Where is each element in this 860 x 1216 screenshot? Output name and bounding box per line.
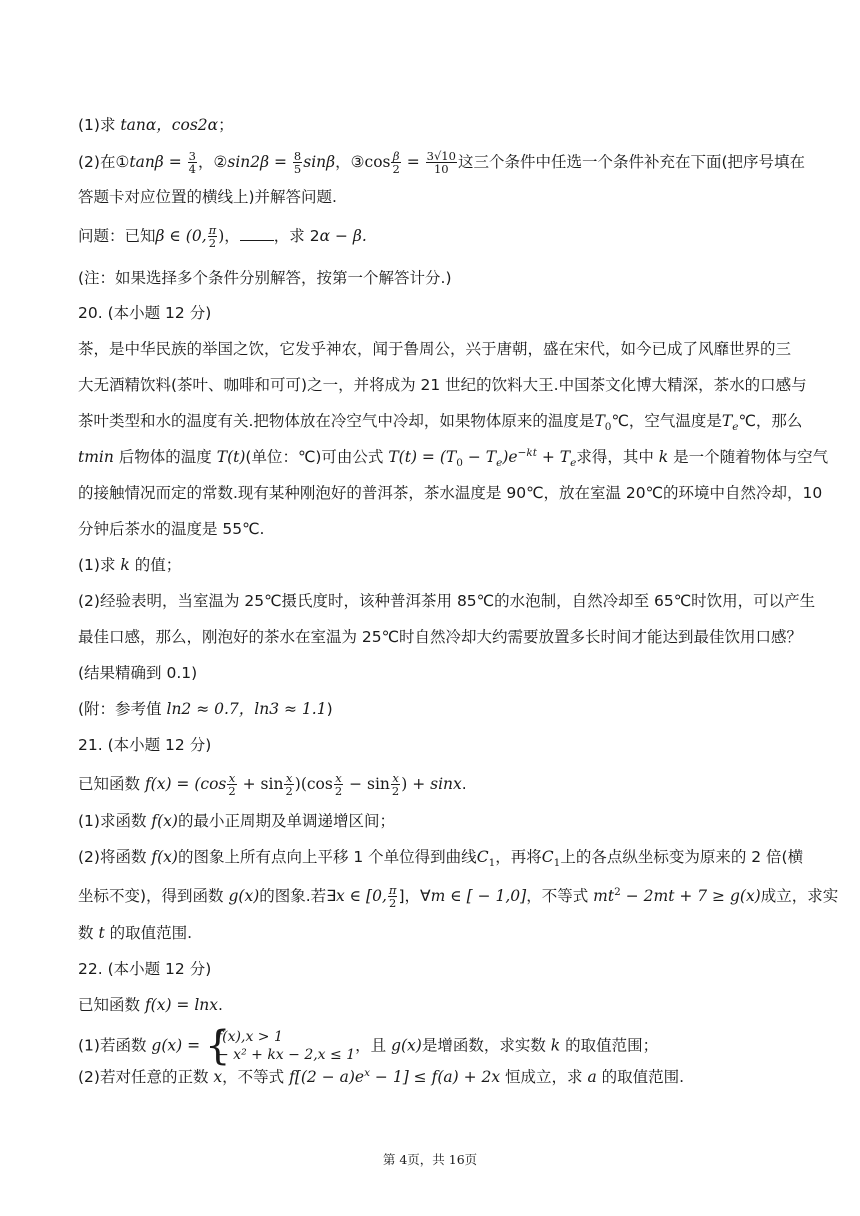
fraction-x-2 bbox=[227, 772, 236, 797]
formula: f(x) = (cos bbox=[144, 775, 227, 793]
q20-reference bbox=[78, 698, 333, 720]
formula: − T bbox=[462, 448, 497, 466]
text: (1)若函数 bbox=[78, 1036, 152, 1055]
q20-line5: 的接触情况而定的常数.现有某种刚泡好的普洱茶，茶水温度是 90℃，放在室温 20℃的环境中自然冷却，10 bbox=[78, 484, 823, 502]
case-1: f(x),x > 1 bbox=[217, 1029, 283, 1045]
q21-line1 bbox=[78, 772, 467, 797]
q22-sub1 bbox=[78, 1023, 659, 1069]
text: (单位：℃)可由公式 bbox=[245, 448, 389, 466]
q21-header: 21. (本小题 12 分) bbox=[78, 736, 212, 754]
formula: sinx bbox=[430, 775, 462, 793]
text: 已知函数 bbox=[78, 996, 145, 1014]
frac-den: 10 bbox=[433, 162, 449, 176]
fraction-beta-2 bbox=[391, 150, 400, 175]
text: 上的各点纵坐标变为原来的 2 倍(横 bbox=[560, 848, 804, 866]
frac-num: x bbox=[335, 771, 342, 785]
sup: 2 bbox=[614, 885, 621, 898]
var-x: x bbox=[213, 1068, 223, 1086]
interval: m ∈ [ − 1,0] bbox=[430, 887, 527, 905]
text: 的图象.若∃ bbox=[259, 887, 336, 905]
formula: − sin bbox=[344, 775, 390, 793]
text: 是一个随着物体与空气 bbox=[668, 448, 829, 466]
formula: )(cos bbox=[294, 775, 333, 793]
frac-den: 2 bbox=[389, 896, 397, 910]
left-brace: { bbox=[205, 1023, 231, 1069]
var-C: C bbox=[541, 848, 554, 866]
sub: 1 bbox=[553, 857, 561, 870]
fraction-x-2 bbox=[391, 772, 400, 797]
text: 的取值范围. bbox=[596, 1068, 685, 1086]
q22-header: 22. (本小题 12 分) bbox=[78, 960, 212, 978]
condition-2-math: sin2β = bbox=[227, 153, 292, 171]
text: 坐标不变)，得到函数 bbox=[78, 887, 229, 905]
frac-num: x bbox=[392, 771, 399, 785]
formula: f(x) = lnx bbox=[144, 996, 219, 1014]
q19-part1-label: (1)求 bbox=[78, 116, 121, 134]
piecewise-cases bbox=[205, 1023, 356, 1069]
condition-2-tail: sinβ bbox=[303, 153, 336, 171]
text: ℃，那么 bbox=[738, 412, 803, 430]
text: ，不等式 bbox=[526, 887, 594, 905]
sub: 0 bbox=[456, 457, 463, 470]
q20-line2: 大无酒精饮料(茶叶、咖啡和可可)之一，并将成为 21 世纪的饮料大王.中国茶文化博大精深，茶水的口感与 bbox=[78, 376, 807, 394]
text: 的最小正周期及单调递增区间； bbox=[177, 812, 395, 830]
q20-line3 bbox=[78, 410, 802, 432]
var-fx: f(x) bbox=[151, 848, 178, 866]
text: ) bbox=[326, 700, 333, 718]
formula: g(x) = bbox=[151, 1036, 205, 1055]
frac-den: 2 bbox=[285, 784, 293, 798]
var-T: T bbox=[594, 412, 605, 430]
q20-sub1 bbox=[78, 554, 181, 576]
formula: − 1] ≤ f(a) + 2x bbox=[370, 1068, 501, 1086]
text: ，再将 bbox=[495, 848, 542, 866]
answer-blank bbox=[240, 226, 274, 241]
q20-sub2-line1: (2)经验表明，当室温为 25℃摄氏度时，该种普洱茶用 85℃的水泡制，自然冷却至 65℃时饮用，可以产生 bbox=[78, 592, 816, 610]
fraction-x-2 bbox=[334, 772, 343, 797]
q20-header: 20. (本小题 12 分) bbox=[78, 304, 212, 322]
formula: − 2mt + 7 ≥ g(x) bbox=[620, 887, 761, 905]
var-gx: g(x) bbox=[391, 1036, 422, 1055]
q19-part2-line2: 答题卡对应位置的横线上)并解答问题. bbox=[78, 188, 337, 206]
sub: e bbox=[496, 457, 503, 470]
frac-den: 2 bbox=[391, 784, 400, 798]
formula: + sin bbox=[237, 775, 284, 793]
sub: e bbox=[732, 421, 739, 434]
frac-den: 5 bbox=[293, 162, 302, 176]
separator: ，③ bbox=[335, 153, 365, 171]
frac-den: 2 bbox=[228, 784, 236, 798]
formula: ) + bbox=[401, 775, 431, 793]
q19-part1-suffix: ； bbox=[218, 116, 234, 134]
fraction-pi-2 bbox=[388, 884, 398, 909]
var-C: C bbox=[476, 848, 489, 866]
var-tmin: tmin bbox=[78, 448, 114, 466]
frac-num: x bbox=[228, 771, 236, 785]
var-k: k bbox=[658, 448, 669, 466]
text: ]，∀ bbox=[398, 887, 431, 905]
q20-sub2-line3: (结果精确到 0.1) bbox=[78, 664, 198, 682]
fraction-3root10-10 bbox=[426, 150, 457, 175]
problem-math: β ∈ (0, bbox=[155, 227, 207, 245]
q20-line4 bbox=[78, 446, 828, 468]
problem-label: 问题：已知 bbox=[78, 227, 156, 245]
formula: f[(2 − a)e bbox=[289, 1068, 365, 1086]
equals: = bbox=[401, 153, 425, 171]
text: ℃，空气温度是 bbox=[611, 412, 722, 430]
formula: + T bbox=[536, 448, 571, 466]
frac-den: 2 bbox=[208, 236, 217, 250]
sub: 1 bbox=[488, 857, 496, 870]
q22-sub2 bbox=[78, 1066, 684, 1088]
sub: 0 bbox=[604, 421, 612, 434]
text: 的取值范围； bbox=[560, 1036, 659, 1055]
q19-part1-math: tanα，cos2α bbox=[120, 116, 219, 134]
var-k: k bbox=[120, 556, 130, 574]
text: 成立，求实 bbox=[760, 887, 839, 905]
text: 后物体的温度 bbox=[113, 448, 217, 466]
q21-sub2-line2 bbox=[78, 884, 838, 909]
sub: e bbox=[570, 457, 577, 470]
fraction-pi-2 bbox=[208, 224, 218, 249]
reference-values: ln2 ≈ 0.7，ln3 ≈ 1.1 bbox=[166, 700, 327, 718]
fraction-x-2 bbox=[284, 772, 293, 797]
problem-tail: α − β. bbox=[319, 227, 367, 245]
q19-part2-rest: 这三个条件中任选一个条件补充在下面(把序号填在 bbox=[457, 153, 805, 171]
formula: mt bbox=[593, 887, 615, 905]
text: 恒成立，求 bbox=[500, 1068, 588, 1086]
text: (2)若对任意的正数 bbox=[78, 1068, 214, 1086]
text: (2)将函数 bbox=[78, 848, 152, 866]
text: 的取值范围. bbox=[104, 924, 193, 942]
text: (1)求函数 bbox=[78, 812, 152, 830]
page-footer: 第 4页，共 16页 bbox=[382, 1152, 478, 1167]
var-T: T bbox=[721, 412, 733, 430]
text: (附：参考值 bbox=[78, 700, 167, 718]
sup: x bbox=[364, 1066, 370, 1079]
text: 求得，其中 bbox=[576, 448, 659, 466]
var-t: t bbox=[98, 924, 105, 942]
q19-note: (注：如果选择多个条件分别解答，按第一个解答计分.) bbox=[78, 269, 452, 287]
frac-num: 8 bbox=[293, 149, 302, 163]
var-fx: f(x) bbox=[151, 812, 178, 830]
frac-den: 2 bbox=[392, 162, 400, 176]
var-gx: g(x) bbox=[228, 887, 260, 905]
problem-close: )， bbox=[218, 227, 240, 245]
interval: x ∈ [0, bbox=[335, 887, 387, 905]
fraction-3-4 bbox=[188, 150, 197, 175]
text: ，不等式 bbox=[222, 1068, 290, 1086]
frac-den: 2 bbox=[334, 784, 343, 798]
var-k: k bbox=[550, 1036, 561, 1055]
q21-sub1 bbox=[78, 810, 395, 832]
text: (1)求 bbox=[78, 556, 121, 574]
q19-part1 bbox=[78, 114, 234, 136]
q19-part2-prefix: (2)在① bbox=[78, 153, 130, 171]
text: ，且 bbox=[355, 1036, 392, 1055]
formula: )e bbox=[502, 448, 518, 466]
text: 是增函数，求实数 bbox=[421, 1036, 551, 1055]
q20-line6: 分钟后茶水的温度是 55℃. bbox=[78, 520, 265, 538]
text: 的图象上所有点向上平移 1 个单位得到曲线 bbox=[177, 848, 477, 866]
problem-mid: ，求 2 bbox=[273, 227, 320, 245]
q20-line1: 茶，是中华民族的举国之饮，它发乎神农，闻于鲁周公，兴于唐朝，盛在宋代，如今已成了风靡世界的三 bbox=[78, 340, 792, 358]
text: 数 bbox=[78, 924, 99, 942]
condition-3-cos: cos bbox=[364, 153, 391, 171]
q19-part2 bbox=[78, 150, 805, 175]
q20-sub2-line2: 最佳口感，那么，刚泡好的茶水在室温为 25℃时自然冷却大约需要放置多长时间才能达到最佳饮用口感？ bbox=[78, 628, 803, 646]
formula: T(t) = (T bbox=[388, 448, 457, 466]
fraction-8-5 bbox=[293, 150, 302, 175]
text: . bbox=[461, 775, 467, 793]
q21-sub2-line1 bbox=[78, 846, 803, 868]
frac-num: π bbox=[208, 223, 217, 237]
frac-num: π bbox=[388, 883, 397, 897]
case-2: − x² + kx − 2,x ≤ 1 bbox=[217, 1047, 356, 1063]
q21-sub2-line3 bbox=[78, 922, 192, 944]
var-Tt: T(t) bbox=[216, 448, 246, 466]
separator: ，② bbox=[197, 153, 228, 171]
text: . bbox=[218, 996, 223, 1014]
sup: −kt bbox=[517, 446, 537, 459]
q19-problem bbox=[78, 224, 367, 249]
frac-num: x bbox=[285, 771, 293, 785]
frac-num: β bbox=[392, 149, 400, 163]
frac-num: 3√10 bbox=[426, 149, 456, 163]
text: 的值； bbox=[129, 556, 182, 574]
frac-den: 4 bbox=[188, 162, 196, 176]
text: 已知函数 bbox=[78, 775, 145, 793]
frac-num: 3 bbox=[188, 149, 196, 163]
condition-1-math: tanβ = bbox=[129, 153, 187, 171]
var-a: a bbox=[587, 1068, 597, 1086]
text: 茶叶类型和水的温度有关.把物体放在冷空气中冷却，如果物体原来的温度是 bbox=[78, 412, 595, 430]
q22-line1 bbox=[78, 994, 223, 1016]
